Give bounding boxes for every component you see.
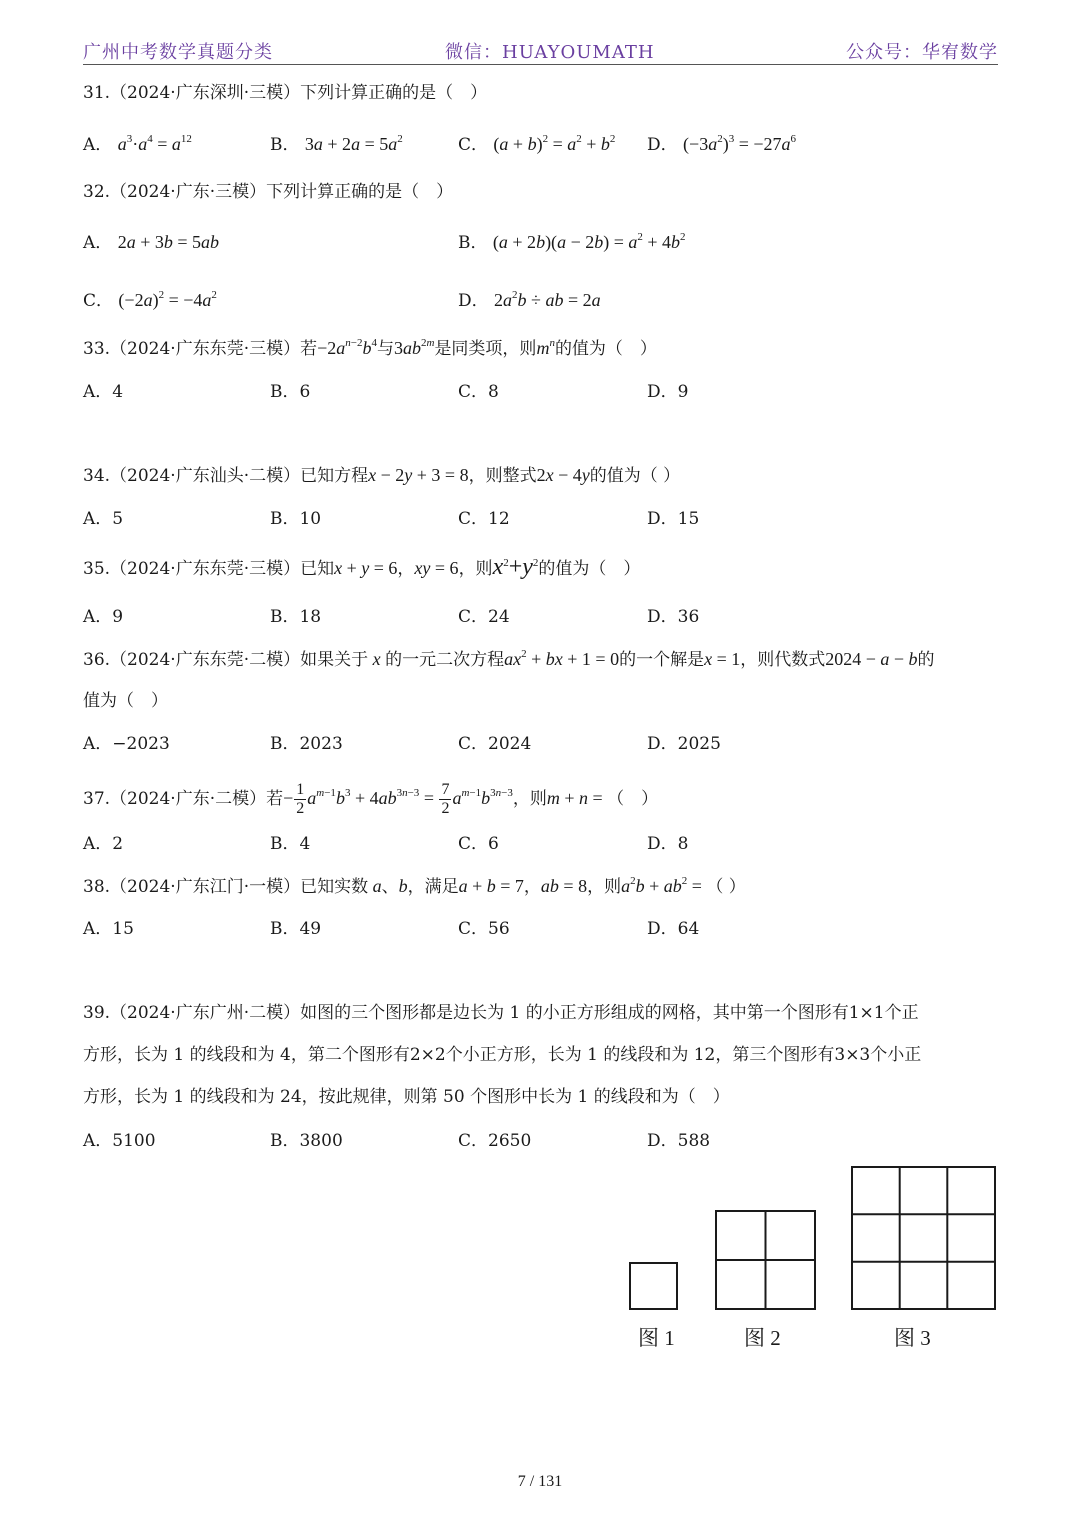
q36-stem-line2: 值为（ ） [83,691,168,711]
q35-stem: 35.（2024·广东东莞·三模）已知x + y = 6，xy = 6，则$x^2+y^2$的值为（ ） [83,554,641,580]
q36-option-c: C．2024 [458,734,532,754]
q33-option-d: D．9 [647,382,689,402]
q32-option-d-label: D． [458,291,489,311]
q39-option-c: C．2650 [458,1131,532,1151]
q33-option-c: C．8 [458,382,499,402]
q37-stem: 37.（2024·广东·二模）若− $\frac{1}{2}$ $a^{m-1}b^3 + 4ab^{3n-3}$ = $\frac{7}{2}$ $a^{m-1}b^{3n-3}$，则m + n = （ ） [83,781,659,817]
q37-option-a: A．2 [83,834,124,854]
q33-option-b: B．6 [270,382,311,402]
q38-option-b: B．49 [270,919,322,939]
q31-option-a: A． $a^3\cdot a^4 = a^{12}$ [83,133,192,155]
page-header [83,38,998,65]
q32-option-a: A． 2a + 3b = 5ab [83,232,219,253]
q32-option-c-label: C． [83,291,114,311]
q39-option-b: B．3800 [270,1131,343,1151]
q39-stem-line3: 方形，长为 1 的线段和为 24，按此规律，则第 50 个图形中长为 1 的线段和为（ ） [83,1087,730,1107]
q36-stem: 36.（2024·广东东莞·二模）如果关于 x 的一元二次方程$ax^2$ + bx + 1 = 0的一个解是x = 1，则代数式2024 − a − b的 [83,648,935,670]
q34-stem: 34.（2024·广东汕头·二模）已知方程x − 2y + 3 = 8，则整式2x − 4y的值为（ ） [83,465,681,486]
q32-option-a-label: A． [83,233,113,253]
figure-2-grid [716,1211,815,1309]
q35-option-d: D．36 [647,607,700,627]
figure-1-grid [630,1263,677,1309]
q38-option-c: C．56 [458,919,510,939]
q32-option-b: B． $(a + 2b)(a - 2b) = a^2 + 4b^2$ [458,231,686,253]
q35-option-a: A．9 [83,607,124,627]
q35-option-b: B．18 [270,607,322,627]
q31-option-d-label: D． [647,135,678,155]
header-account: 公众号：华宥数学 [846,42,998,63]
q32-option-d: D． $2a^2b$ ÷ ab = 2a [458,289,601,311]
q31-stem: 31.（2024·广东深圳·三模）下列计算正确的是（ ） [83,83,488,103]
q32-option-b-label: B． [458,233,488,253]
figure-3-grid [852,1167,995,1309]
q39-option-d: D．588 [647,1131,711,1151]
q32-stem: 32.（2024·广东·三模）下列计算正确的是（ ） [83,182,454,202]
q31-option-b: B． $3a + 2a = 5a^2$ [270,133,403,155]
q35-option-c: C．24 [458,607,510,627]
q37-option-d: D．8 [647,834,689,854]
q37-option-b: B．4 [270,834,311,854]
q34-option-d: D．15 [647,509,700,529]
page-number: 7 / 131 [517,1473,563,1490]
q31-option-d: D． $(-3a^2)^3 = -27a^6$ [647,133,797,155]
q38-option-d: D．64 [647,919,700,939]
q38-stem: 38.（2024·广东江门·一模）已知实数 a、b，满足a + b = 7，ab = 8，则$a^2b + ab^2$ = （ ） [83,875,746,897]
figure-3-label: 图 3 [894,1326,931,1350]
q31-option-c: C． $(a + b)^2 = a^2 + b^2$ [458,133,616,155]
q36-option-d: D．2025 [647,734,721,754]
q34-option-c: C．12 [458,509,510,529]
figure-2-label: 图 2 [744,1326,781,1350]
header-wechat: 微信：HUAYOUMATH [445,42,655,63]
q36-option-a: A．−2023 [83,734,170,754]
q38-option-a: A．15 [83,919,134,939]
q39-option-a: A．5100 [83,1131,156,1151]
header-title: 广州中考数学真题分类 [83,42,273,63]
q37-option-c: C．6 [458,834,499,854]
q34-option-b: B．10 [270,509,322,529]
figure-1-label: 图 1 [638,1326,675,1350]
q36-option-b: B．2023 [270,734,343,754]
q32-option-c: C． $(-2a)^2 = -4a^2$ [83,289,217,311]
q34-option-a: A．5 [83,509,124,529]
q31-option-a-label: A． [83,135,113,155]
q33-stem: 33.（2024·广东东莞·三模）若$-2a^{n-2}b^4$与$3ab^{2m}$是同类项，则$m^n$的值为（ ） [83,337,657,359]
q39-stem-line1: 39.（2024·广东广州·二模）如图的三个图形都是边长为 1 的小正方形组成的网格，其中第一个图形有1×1个正 [83,1003,919,1023]
q31-option-b-label: B． [270,135,300,155]
q33-option-a: A．4 [83,382,124,402]
grid-figures [620,1160,1010,1360]
q39-stem-line2: 方形，长为 1 的线段和为 4，第二个图形有2×2个小正方形，长为 1 的线段和为 12，第三个图形有3×3个小正 [83,1045,922,1065]
q31-option-c-label: C． [458,135,489,155]
